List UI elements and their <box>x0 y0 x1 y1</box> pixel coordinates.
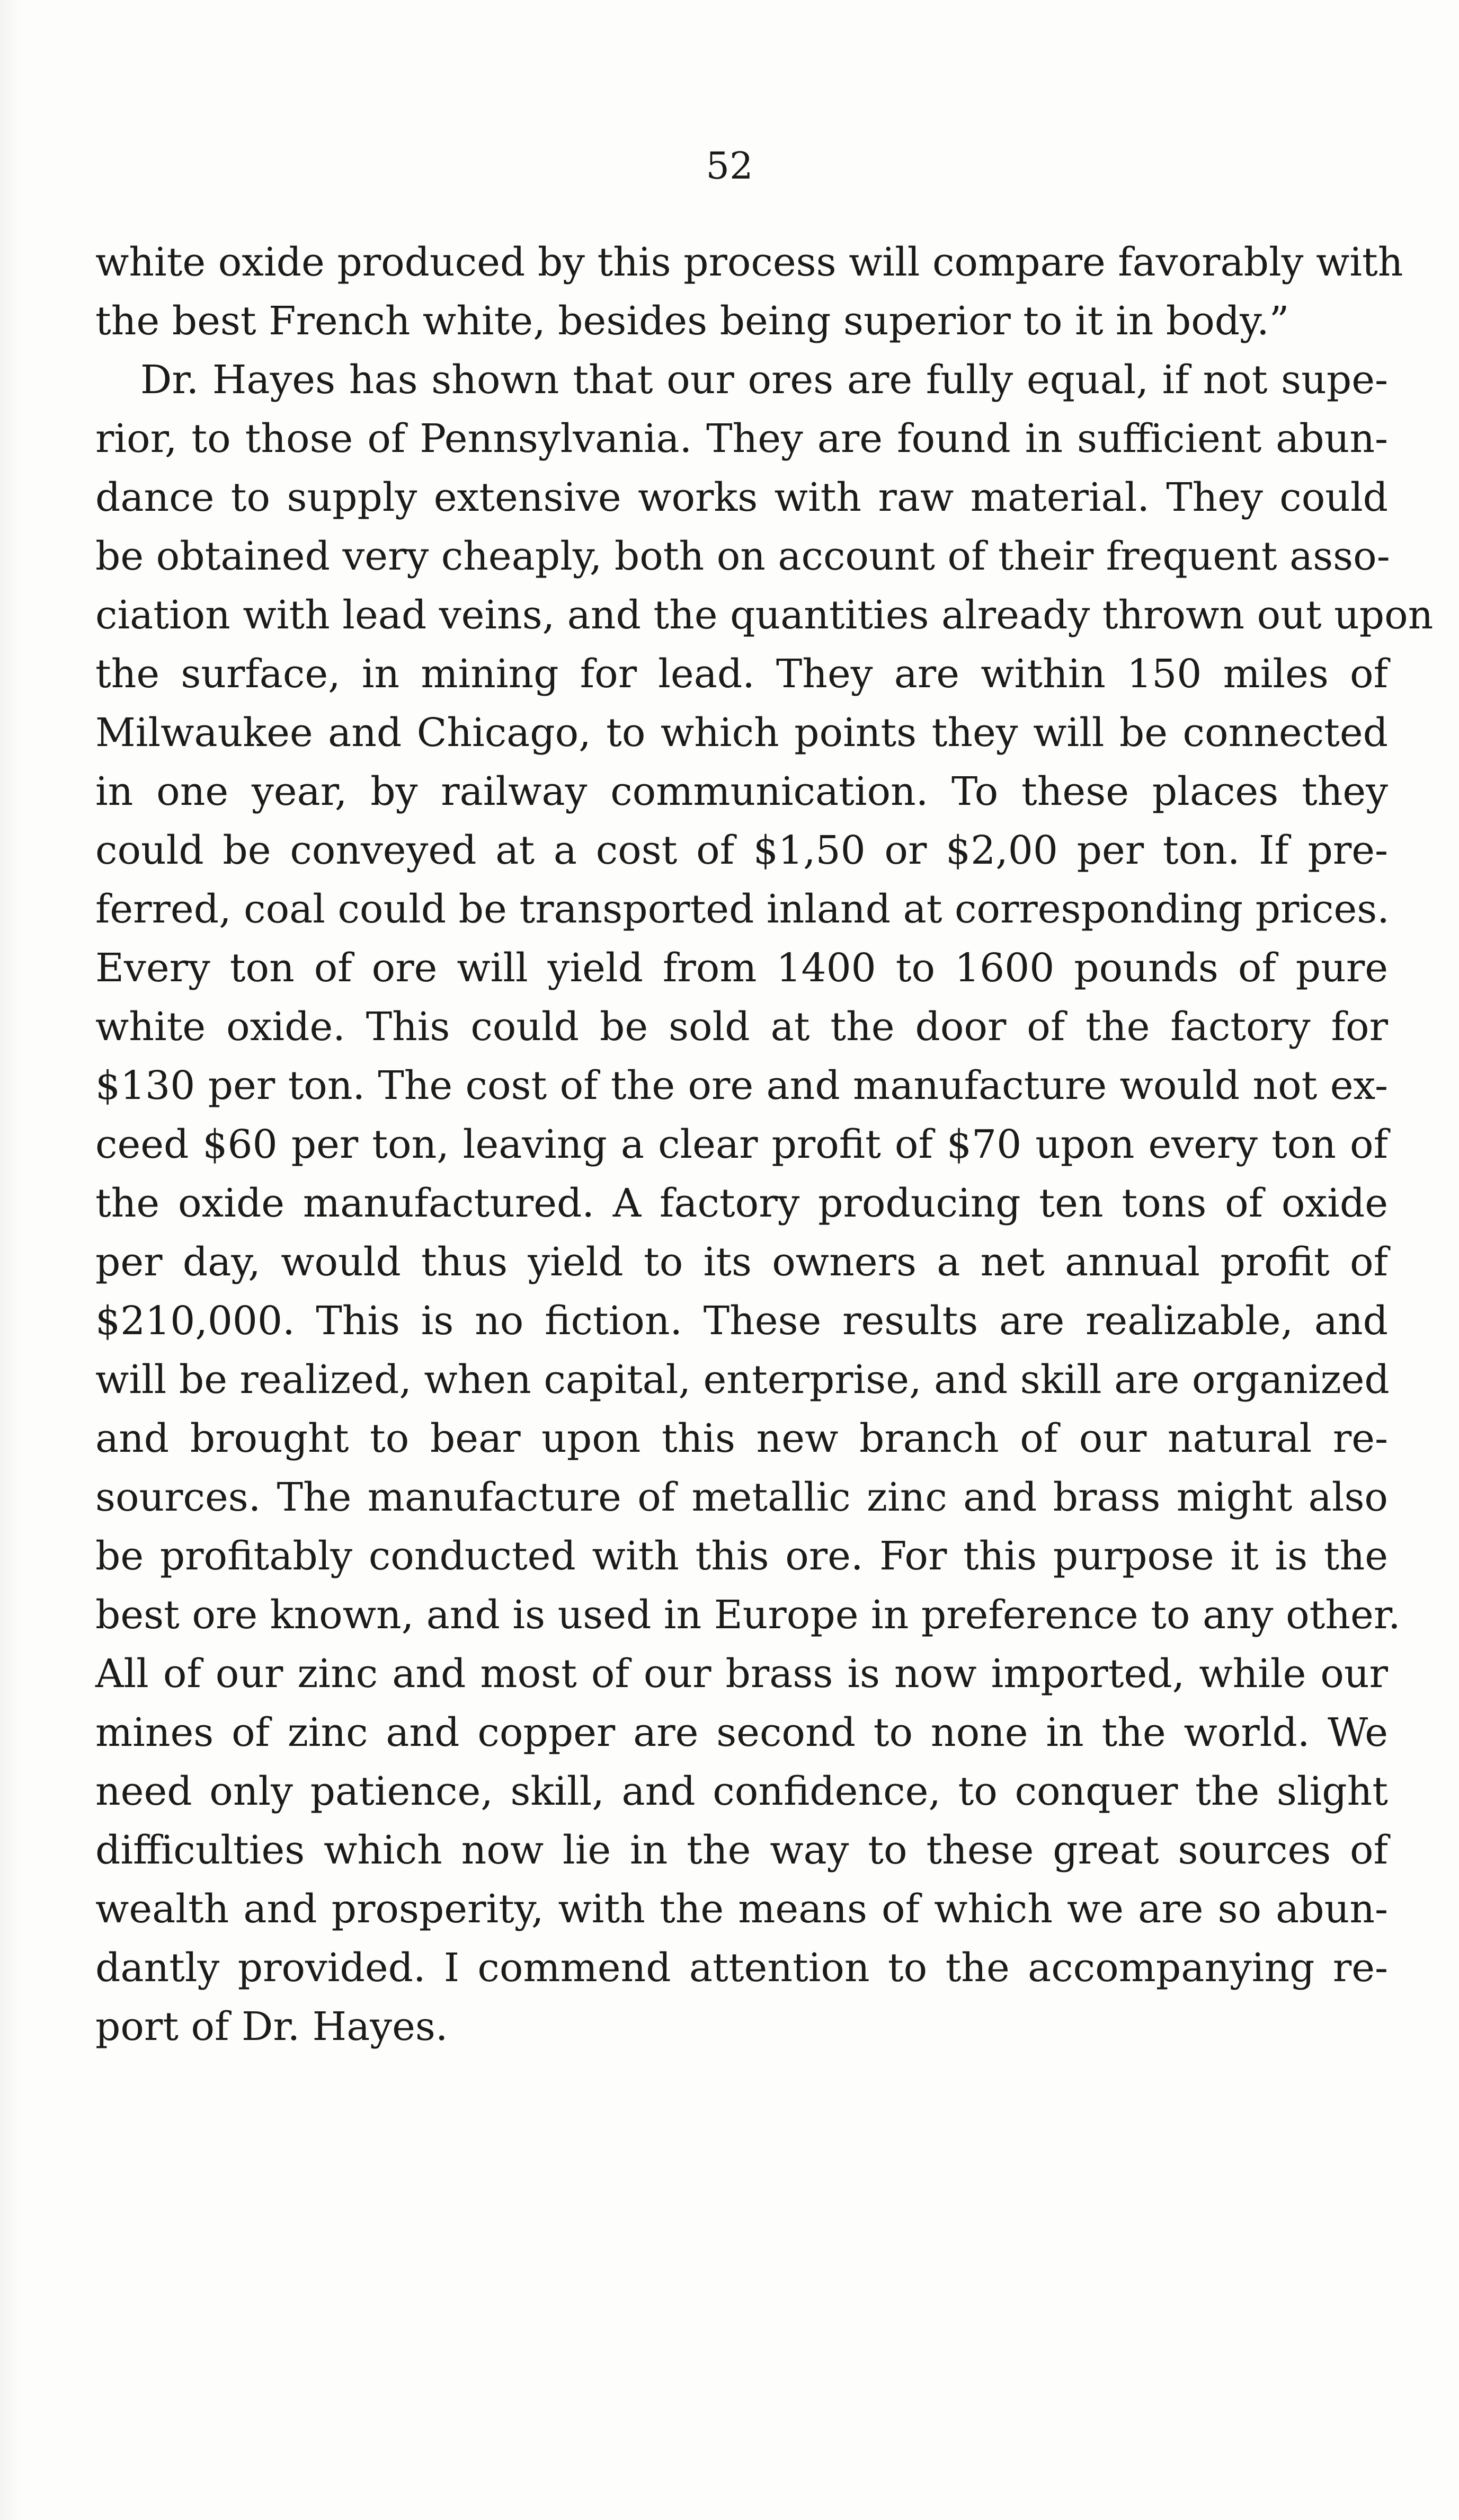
text-line: per day, would thus yield to its owners a net annual profit of <box>95 1239 1388 1285</box>
text-line: $210,000. This is no fiction. These results are realizable, and <box>95 1298 1388 1344</box>
text-line: and brought to bear upon this new branch of our natural re- <box>95 1416 1388 1461</box>
text-line: will be realized, when capital, enterprise, and skill are organized <box>95 1357 1390 1403</box>
text-line: ferred, coal could be transported inland at corresponding prices. <box>95 886 1390 932</box>
text-line: sources. The manufacture of metallic zinc and brass might also <box>95 1475 1388 1520</box>
text-line: port of Dr. Hayes. <box>95 2004 448 2049</box>
text-line: ceed $60 per ton, leaving a clear profit of $70 upon every ton of <box>95 1122 1388 1167</box>
text-line: white oxide produced by this process will compare favorably with <box>95 239 1403 285</box>
text-line: dantly provided. I commend attention to the accompanying re- <box>95 1945 1388 1991</box>
text-line: need only patience, skill, and confidence, to conquer the slight <box>95 1769 1388 1814</box>
text-line: best ore known, and is used in Europe in preference to any other. <box>95 1592 1401 1638</box>
text-line: in one year, by railway communication. To these places they <box>95 769 1388 814</box>
text-line: wealth and prosperity, with the means of which we are so abun- <box>95 1886 1388 1932</box>
text-line: white oxide. This could be sold at the door of the factory for <box>95 1004 1388 1050</box>
text-line: Every ton of ore will yield from 1400 to 1600 pounds of pure <box>95 945 1388 991</box>
page-number: 52 <box>706 144 753 188</box>
paragraph-first-line: Dr. Hayes has shown that our ores are fully equal, if not supe- <box>140 357 1388 403</box>
text-line: All of our zinc and most of our brass is now imported, while our <box>95 1651 1388 1697</box>
text-line: mines of zinc and copper are second to none in the world. We <box>95 1710 1388 1755</box>
text-line: be obtained very cheaply, both on account of their frequent asso- <box>95 534 1390 579</box>
text-line: rior, to those of Pennsylvania. They are found in sufficient abun- <box>95 416 1388 462</box>
text-line: could be conveyed at a cost of $1,50 or $2,00 per ton. If pre- <box>95 828 1388 873</box>
text-line: the best French white, besides being superior to it in body.” <box>95 298 1289 344</box>
text-line: dance to supply extensive works with raw material. They could <box>95 475 1388 520</box>
text-line: be profitably conducted with this ore. For this purpose it is the <box>95 1533 1388 1579</box>
text-line: ciation with lead veins, and the quantities already thrown out upon <box>95 592 1434 638</box>
page-edge-shadow <box>0 0 21 2520</box>
body-text <box>95 233 1434 2056</box>
text-line: difficulties which now lie in the way to these great sources of <box>95 1827 1388 1873</box>
text-line: the oxide manufactured. A factory producing ten tons of oxide <box>95 1181 1388 1226</box>
text-line: the surface, in mining for lead. They are within 150 miles of <box>95 651 1388 697</box>
text-line: Milwaukee and Chicago, to which points they will be connected <box>95 710 1388 756</box>
text-line: $130 per ton. The cost of the ore and manufacture would not ex- <box>95 1063 1388 1108</box>
